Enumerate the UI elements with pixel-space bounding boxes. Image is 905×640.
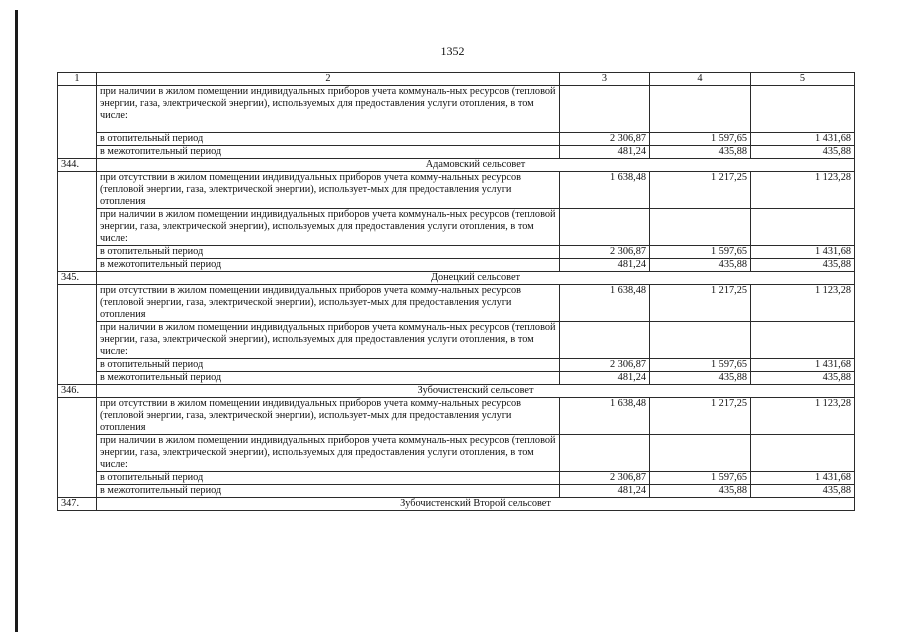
table-row — [58, 322, 855, 359]
page-number: 1352 — [440, 44, 465, 58]
section-number: 346. — [58, 385, 97, 398]
table-row — [58, 372, 855, 385]
value-cell: 2 306,87 — [560, 359, 650, 372]
description-cell: в межотопительный период — [97, 485, 560, 498]
description-cell: в межотопительный период — [97, 146, 560, 159]
value-cell: 1 123,28 — [751, 285, 855, 322]
section-row — [58, 498, 855, 511]
value-cell: 1 217,25 — [650, 285, 751, 322]
value-cell: 481,24 — [560, 146, 650, 159]
description-cell: в отопительный период — [97, 133, 560, 146]
section-row — [58, 385, 855, 398]
section-number: 347. — [58, 498, 97, 511]
value-cell: 435,88 — [650, 372, 751, 385]
value-cell — [560, 209, 650, 246]
description-cell: при наличии в жилом помещении индивидуальных приборов учета коммуналь-ных ресурсов (тепловой энергии, газа, электрической энергии), используемых для предоставления услуги отопления, в том числе: — [97, 322, 560, 359]
table-row — [58, 172, 855, 209]
value-cell — [751, 209, 855, 246]
value-cell — [560, 322, 650, 359]
number-cell — [58, 285, 97, 385]
section-row — [58, 272, 855, 285]
header-cell: 2 — [97, 73, 560, 86]
value-cell: 2 306,87 — [560, 246, 650, 259]
value-cell: 435,88 — [751, 146, 855, 159]
table-row — [58, 435, 855, 472]
description-cell: при отсутствии в жилом помещении индивидуальных приборов учета комму-нальных ресурсов (тепловой энергии, газа, электрической энергии), использует-мых для предоставления услуги отопления — [97, 172, 560, 209]
value-cell: 1 431,68 — [751, 133, 855, 146]
header-cell: 1 — [58, 73, 97, 86]
table-row — [58, 259, 855, 272]
value-cell: 481,24 — [560, 259, 650, 272]
description-cell: при наличии в жилом помещении индивидуальных приборов учета коммуналь-ных ресурсов (тепловой энергии, газа, электрической энергии), используемых для предоставления услуги отопления, в том числе: — [97, 209, 560, 246]
value-cell: 1 638,48 — [560, 398, 650, 435]
value-cell: 1 123,28 — [751, 398, 855, 435]
description-cell: в межотопительный период — [97, 372, 560, 385]
table-row — [58, 146, 855, 159]
value-cell: 435,88 — [650, 259, 751, 272]
table-row — [58, 246, 855, 259]
section-number: 345. — [58, 272, 97, 285]
description-cell: при отсутствии в жилом помещении индивидуальных приборов учета комму-нальных ресурсов (тепловой энергии, газа, электрической энергии), использует-мых для предоставления услуги отопления — [97, 285, 560, 322]
description-cell: при отсутствии в жилом помещении индивидуальных приборов учета комму-нальных ресурсов (тепловой энергии, газа, электрической энергии), использует-мых для предоставления услуги отопления — [97, 398, 560, 435]
table-row — [58, 485, 855, 498]
number-cell — [58, 398, 97, 498]
value-cell: 1 597,65 — [650, 246, 751, 259]
table-row — [58, 209, 855, 246]
value-cell — [560, 86, 650, 133]
number-cell — [58, 172, 97, 272]
value-cell: 1 123,28 — [751, 172, 855, 209]
tariff-table — [57, 72, 855, 511]
value-cell: 435,88 — [751, 485, 855, 498]
value-cell: 1 597,65 — [650, 359, 751, 372]
value-cell: 481,24 — [560, 485, 650, 498]
value-cell — [751, 86, 855, 133]
table-row — [58, 133, 855, 146]
table-header-row — [58, 73, 855, 86]
value-cell — [650, 435, 751, 472]
value-cell: 1 597,65 — [650, 133, 751, 146]
value-cell: 481,24 — [560, 372, 650, 385]
description-cell: в отопительный период — [97, 359, 560, 372]
value-cell: 1 217,25 — [650, 398, 751, 435]
value-cell: 1 638,48 — [560, 172, 650, 209]
description-cell: в отопительный период — [97, 246, 560, 259]
value-cell — [751, 322, 855, 359]
section-name: Зубочистенский сельсовет — [97, 385, 855, 398]
value-cell: 435,88 — [751, 259, 855, 272]
table-row — [58, 86, 855, 133]
value-cell: 2 306,87 — [560, 133, 650, 146]
section-name: Донецкий сельсовет — [97, 272, 855, 285]
binding-edge — [15, 10, 18, 632]
value-cell: 1 431,68 — [751, 359, 855, 372]
description-cell: в межотопительный период — [97, 259, 560, 272]
table-row — [58, 285, 855, 322]
value-cell — [560, 435, 650, 472]
table-row — [58, 472, 855, 485]
value-cell — [751, 435, 855, 472]
table-row — [58, 398, 855, 435]
value-cell: 2 306,87 — [560, 472, 650, 485]
value-cell: 1 217,25 — [650, 172, 751, 209]
value-cell — [650, 86, 751, 133]
value-cell: 435,88 — [650, 485, 751, 498]
section-name: Адамовский сельсовет — [97, 159, 855, 172]
section-name: Зубочистенский Второй сельсовет — [97, 498, 855, 511]
value-cell — [650, 322, 751, 359]
description-cell: в отопительный период — [97, 472, 560, 485]
table-row — [58, 359, 855, 372]
value-cell: 435,88 — [650, 146, 751, 159]
value-cell: 1 597,65 — [650, 472, 751, 485]
description-cell: при наличии в жилом помещении индивидуальных приборов учета коммуналь-ных ресурсов (тепловой энергии, газа, электрической энергии), используемых для предоставления услуги отопления, в том числе: — [97, 86, 560, 133]
header-cell: 3 — [560, 73, 650, 86]
section-number: 344. — [58, 159, 97, 172]
section-row — [58, 159, 855, 172]
description-cell: при наличии в жилом помещении индивидуальных приборов учета коммуналь-ных ресурсов (тепловой энергии, газа, электрической энергии), используемых для предоставления услуги отопления, в том числе: — [97, 435, 560, 472]
value-cell: 1 638,48 — [560, 285, 650, 322]
value-cell: 1 431,68 — [751, 472, 855, 485]
value-cell: 1 431,68 — [751, 246, 855, 259]
header-cell: 5 — [751, 73, 855, 86]
value-cell — [650, 209, 751, 246]
value-cell: 435,88 — [751, 372, 855, 385]
header-cell: 4 — [650, 73, 751, 86]
number-cell — [58, 86, 97, 159]
